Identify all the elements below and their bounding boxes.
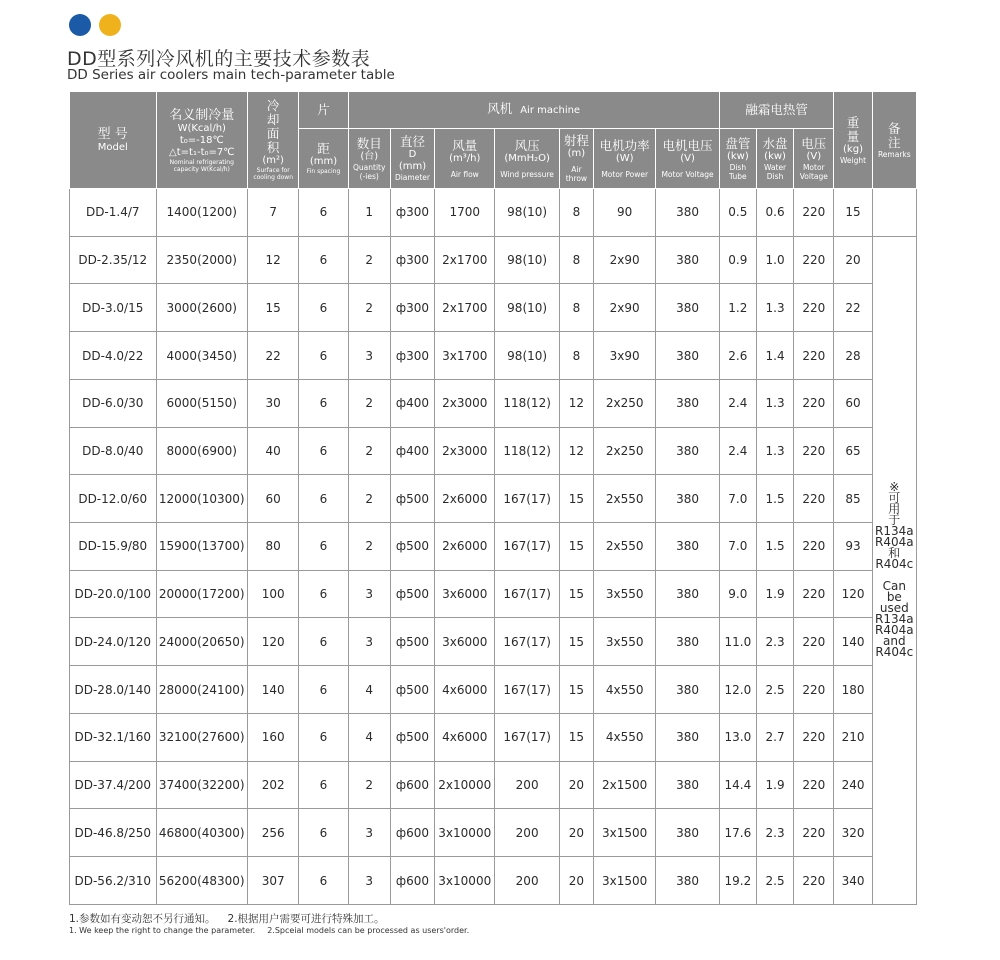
- cell-diameter: ф500: [390, 666, 434, 714]
- cell-model: DD-56.2/310: [70, 857, 157, 905]
- cell-model: DD-6.0/30: [70, 379, 157, 427]
- remarks-line: 用: [888, 502, 901, 517]
- yellow-dot-icon: [99, 14, 121, 36]
- header-defrost-voltage: 电压 (V) Motor Voltage: [794, 129, 834, 189]
- cell-surface: 30: [248, 379, 299, 427]
- cell-pressure: 118(12): [495, 427, 559, 475]
- cell-quantity: 2: [348, 236, 390, 284]
- cell-surface: 160: [248, 713, 299, 761]
- cell-surface: 100: [248, 570, 299, 618]
- cell-model: DD-37.4/200: [70, 761, 157, 809]
- air-machine-label: 风机 Air machine: [487, 101, 581, 116]
- cell-surface: 22: [248, 332, 299, 380]
- cell-weight: 93: [834, 523, 872, 571]
- cell-model: DD-15.9/80: [70, 523, 157, 571]
- cell-throw: 8: [559, 284, 593, 332]
- cell-surface: 80: [248, 523, 299, 571]
- cell-dish-tube: 14.4: [719, 761, 756, 809]
- remarks-line: R134a: [875, 524, 914, 539]
- cell-model: DD-28.0/140: [70, 666, 157, 714]
- cell-throw: 15: [559, 570, 593, 618]
- table-row: [70, 427, 917, 475]
- cell-defrost-voltage: 220: [794, 761, 834, 809]
- cell-weight: 60: [834, 379, 872, 427]
- cell-capacity: 24000(20650): [156, 618, 248, 666]
- cell-diameter: ф300: [390, 189, 434, 237]
- cell-dish-tube: 2.4: [719, 427, 756, 475]
- cell-voltage: 380: [656, 332, 719, 380]
- remarks-line: R404a: [875, 535, 914, 550]
- remarks-line: 和: [888, 546, 901, 561]
- cell-voltage: 380: [656, 427, 719, 475]
- header-capacity: 名义制冷量 W(Kcal/h) t₀=-18℃ △t=t₁-t₀=7℃ Nominal refrigerating capacity W(Kcal/h): [156, 92, 248, 189]
- cell-water-dish: 1.9: [756, 570, 793, 618]
- cell-diameter: ф500: [390, 713, 434, 761]
- cell-pressure: 200: [495, 809, 559, 857]
- cell-weight: 180: [834, 666, 872, 714]
- cell-diameter: ф300: [390, 332, 434, 380]
- cell-weight: 340: [834, 857, 872, 905]
- cell-defrost-voltage: 220: [794, 713, 834, 761]
- cell-defrost-voltage: 220: [794, 666, 834, 714]
- cell-dish-tube: 0.9: [719, 236, 756, 284]
- table-row: [70, 857, 917, 905]
- cell-defrost-voltage: 220: [794, 618, 834, 666]
- cell-diameter: ф500: [390, 523, 434, 571]
- cell-capacity: 3000(2600): [156, 284, 248, 332]
- cell-surface: 7: [248, 189, 299, 237]
- header-surface: 冷 却 面 积 (m²) Surface for cooling down: [248, 92, 299, 189]
- cell-dish-tube: 17.6: [719, 809, 756, 857]
- cell-water-dish: 2.7: [756, 713, 793, 761]
- cell-dish-tube: 19.2: [719, 857, 756, 905]
- cell-quantity: 3: [348, 570, 390, 618]
- cell-diameter: ф300: [390, 236, 434, 284]
- cell-airflow: 4x6000: [435, 713, 495, 761]
- cell-power: 3x1500: [594, 857, 656, 905]
- cell-airflow: 3x6000: [435, 570, 495, 618]
- cell-defrost-voltage: 220: [794, 379, 834, 427]
- cell-surface: 15: [248, 284, 299, 332]
- cell-capacity: 32100(27600): [156, 713, 248, 761]
- cell-power: 3x550: [594, 570, 656, 618]
- cell-capacity: 8000(6900): [156, 427, 248, 475]
- cell-throw: 15: [559, 713, 593, 761]
- cell-voltage: 380: [656, 713, 719, 761]
- cell-pressure: 98(10): [495, 189, 559, 237]
- cell-weight: 28: [834, 332, 872, 380]
- cell-pressure: 200: [495, 857, 559, 905]
- footnotes: [69, 913, 481, 936]
- cell-water-dish: 1.0: [756, 236, 793, 284]
- cell-capacity: 56200(48300): [156, 857, 248, 905]
- cell-weight: 65: [834, 427, 872, 475]
- cell-throw: 8: [559, 332, 593, 380]
- cell-fin-spacing: 6: [299, 427, 348, 475]
- cell-weight: 15: [834, 189, 872, 237]
- cell-diameter: ф600: [390, 761, 434, 809]
- table-row: [70, 809, 917, 857]
- cell-throw: 15: [559, 475, 593, 523]
- remarks-line: ※: [889, 480, 900, 495]
- cell-pressure: 167(17): [495, 666, 559, 714]
- cell-remarks-empty: [872, 189, 916, 237]
- cell-airflow: 2x3000: [435, 379, 495, 427]
- cell-diameter: ф500: [390, 618, 434, 666]
- cell-airflow: 2x1700: [435, 236, 495, 284]
- footnote-en: 1. We keep the right to change the parameter. 2.Spceial models can be processed as users'order.: [69, 926, 470, 935]
- cell-fin-spacing: 6: [299, 332, 348, 380]
- cell-voltage: 380: [656, 189, 719, 237]
- cell-water-dish: 1.3: [756, 284, 793, 332]
- cell-diameter: ф300: [390, 284, 434, 332]
- cell-airflow: 3x6000: [435, 618, 495, 666]
- cell-throw: 15: [559, 618, 593, 666]
- cell-airflow: 3x10000: [435, 857, 495, 905]
- cell-quantity: 3: [348, 332, 390, 380]
- cell-quantity: 3: [348, 809, 390, 857]
- header-voltage: 电机电压 (V) Motor Voltage: [656, 129, 719, 189]
- cell-power: 90: [594, 189, 656, 237]
- cell-weight: 20: [834, 236, 872, 284]
- cell-defrost-voltage: 220: [794, 475, 834, 523]
- cell-power: 3x550: [594, 618, 656, 666]
- header-throw: 射程 (m) Air throw: [559, 129, 593, 189]
- cell-defrost-voltage: 220: [794, 427, 834, 475]
- cell-defrost-voltage: 220: [794, 236, 834, 284]
- cell-defrost-voltage: 220: [794, 570, 834, 618]
- cell-diameter: ф400: [390, 427, 434, 475]
- cell-water-dish: 1.9: [756, 761, 793, 809]
- cell-pressure: 167(17): [495, 475, 559, 523]
- cell-dish-tube: 0.5: [719, 189, 756, 237]
- cell-dish-tube: 11.0: [719, 618, 756, 666]
- cell-airflow: 2x3000: [435, 427, 495, 475]
- cell-power: 2x1500: [594, 761, 656, 809]
- cell-surface: 307: [248, 857, 299, 905]
- cell-power: 4x550: [594, 713, 656, 761]
- cell-fin-spacing: 6: [299, 618, 348, 666]
- header-row-1: [70, 92, 917, 129]
- cell-diameter: ф500: [390, 475, 434, 523]
- header-defrost: 融霜电热管: [719, 92, 834, 129]
- cell-quantity: 2: [348, 427, 390, 475]
- cell-water-dish: 1.3: [756, 427, 793, 475]
- cell-surface: 12: [248, 236, 299, 284]
- remarks-line: R404c: [875, 645, 914, 660]
- cell-dish-tube: 1.2: [719, 284, 756, 332]
- cell-dish-tube: 7.0: [719, 523, 756, 571]
- cell-defrost-voltage: 220: [794, 857, 834, 905]
- cell-voltage: 380: [656, 857, 719, 905]
- cell-capacity: 15900(13700): [156, 523, 248, 571]
- cell-airflow: 2x6000: [435, 475, 495, 523]
- table-row: [70, 475, 917, 523]
- cell-voltage: 380: [656, 666, 719, 714]
- cell-throw: 15: [559, 666, 593, 714]
- cell-water-dish: 1.4: [756, 332, 793, 380]
- cell-weight: 22: [834, 284, 872, 332]
- header-weight: 重 量 (kg) Weight: [834, 92, 872, 189]
- cell-dish-tube: 2.4: [719, 379, 756, 427]
- cell-model: DD-46.8/250: [70, 809, 157, 857]
- cell-surface: 140: [248, 666, 299, 714]
- cell-dish-tube: 12.0: [719, 666, 756, 714]
- header-fin-top: 片: [299, 92, 348, 129]
- table-row: [70, 713, 917, 761]
- cell-quantity: 1: [348, 189, 390, 237]
- cell-quantity: 3: [348, 618, 390, 666]
- cell-model: DD-8.0/40: [70, 427, 157, 475]
- cell-quantity: 3: [348, 857, 390, 905]
- cell-quantity: 2: [348, 284, 390, 332]
- cell-dish-tube: 13.0: [719, 713, 756, 761]
- cell-pressure: 98(10): [495, 332, 559, 380]
- header-airflow: 风量 (m³/h) Air flow: [435, 129, 495, 189]
- table-row: [70, 570, 917, 618]
- cell-surface: 202: [248, 761, 299, 809]
- cell-fin-spacing: 6: [299, 666, 348, 714]
- remarks-line: 可: [888, 491, 901, 506]
- cell-power: 2x550: [594, 475, 656, 523]
- cell-airflow: 2x6000: [435, 523, 495, 571]
- cell-surface: 120: [248, 618, 299, 666]
- cell-airflow: 1700: [435, 189, 495, 237]
- cell-defrost-voltage: 220: [794, 332, 834, 380]
- cell-weight: 320: [834, 809, 872, 857]
- cell-defrost-voltage: 220: [794, 809, 834, 857]
- cell-diameter: ф600: [390, 809, 434, 857]
- cell-model: DD-20.0/100: [70, 570, 157, 618]
- header-pressure: 风压 (MmH₂O) Wind pressure: [495, 129, 559, 189]
- cell-quantity: 2: [348, 761, 390, 809]
- cell-water-dish: 0.6: [756, 189, 793, 237]
- cell-water-dish: 1.3: [756, 379, 793, 427]
- table-row: [70, 284, 917, 332]
- cell-dish-tube: 2.6: [719, 332, 756, 380]
- cell-model: DD-2.35/12: [70, 236, 157, 284]
- cell-weight: 140: [834, 618, 872, 666]
- cell-capacity: 28000(24100): [156, 666, 248, 714]
- cell-pressure: 167(17): [495, 570, 559, 618]
- cell-voltage: 380: [656, 809, 719, 857]
- footnote-cn: 1.参数如有变动恕不另行通知。 2.根据用户需要可进行特殊加工。: [69, 913, 385, 925]
- cell-voltage: 380: [656, 570, 719, 618]
- cell-model: DD-24.0/120: [70, 618, 157, 666]
- cell-fin-spacing: 6: [299, 570, 348, 618]
- spec-table: [69, 91, 917, 905]
- table-row: [70, 618, 917, 666]
- cell-weight: 85: [834, 475, 872, 523]
- remarks-line: used: [879, 601, 909, 616]
- remarks-line: R134a: [875, 612, 914, 627]
- cell-airflow: 4x6000: [435, 666, 495, 714]
- page-subtitle: DD Series air coolers main tech-parameter table: [67, 67, 395, 83]
- remarks-line: R404a: [875, 623, 914, 638]
- cell-pressure: 167(17): [495, 618, 559, 666]
- cell-power: 2x250: [594, 379, 656, 427]
- cell-weight: 210: [834, 713, 872, 761]
- header-model: 型 号 Model: [70, 92, 157, 189]
- cell-pressure: 98(10): [495, 284, 559, 332]
- cell-diameter: ф600: [390, 857, 434, 905]
- cell-voltage: 380: [656, 284, 719, 332]
- cell-pressure: 167(17): [495, 713, 559, 761]
- cell-throw: 15: [559, 523, 593, 571]
- cell-voltage: 380: [656, 475, 719, 523]
- header-remarks: 备 注 Remarks: [872, 92, 916, 189]
- cell-surface: 40: [248, 427, 299, 475]
- cell-fin-spacing: 6: [299, 379, 348, 427]
- table-row: [70, 332, 917, 380]
- cell-power: 2x550: [594, 523, 656, 571]
- cell-fin-spacing: 6: [299, 236, 348, 284]
- cell-dish-tube: 7.0: [719, 475, 756, 523]
- cell-power: 3x90: [594, 332, 656, 380]
- cell-voltage: 380: [656, 523, 719, 571]
- cell-pressure: 200: [495, 761, 559, 809]
- page-title: DD型系列冷风机的主要技术参数表: [67, 48, 371, 70]
- cell-capacity: 2350(2000): [156, 236, 248, 284]
- header-diameter: 直径 D (mm) Diameter: [390, 129, 434, 189]
- table-row: [70, 523, 917, 571]
- cell-weight: 240: [834, 761, 872, 809]
- cell-dish-tube: 9.0: [719, 570, 756, 618]
- remarks-line: R404c: [875, 557, 914, 572]
- cell-model: DD-3.0/15: [70, 284, 157, 332]
- cell-remarks: [872, 236, 916, 904]
- cell-weight: 120: [834, 570, 872, 618]
- cell-quantity: 4: [348, 666, 390, 714]
- cell-water-dish: 1.5: [756, 523, 793, 571]
- blue-dot-icon: [69, 14, 91, 36]
- cell-airflow: 2x1700: [435, 284, 495, 332]
- cell-quantity: 2: [348, 523, 390, 571]
- cell-fin-spacing: 6: [299, 523, 348, 571]
- header-power: 电机功率 (W) Motor Power: [594, 129, 656, 189]
- cell-throw: 8: [559, 236, 593, 284]
- cell-airflow: 3x10000: [435, 809, 495, 857]
- cell-surface: 60: [248, 475, 299, 523]
- cell-fin-spacing: 6: [299, 713, 348, 761]
- cell-water-dish: 2.5: [756, 857, 793, 905]
- cell-diameter: ф400: [390, 379, 434, 427]
- header-quantity: 数目 (台) Quantity (-ies): [348, 129, 390, 189]
- cell-capacity: 1400(1200): [156, 189, 248, 237]
- cell-power: 3x1500: [594, 809, 656, 857]
- cell-quantity: 4: [348, 713, 390, 761]
- cell-voltage: 380: [656, 618, 719, 666]
- cell-defrost-voltage: 220: [794, 284, 834, 332]
- cell-water-dish: 1.5: [756, 475, 793, 523]
- cell-fin-spacing: 6: [299, 475, 348, 523]
- table-row: [70, 189, 917, 237]
- cell-quantity: 2: [348, 475, 390, 523]
- cell-throw: 20: [559, 809, 593, 857]
- cell-power: 2x250: [594, 427, 656, 475]
- cell-capacity: 20000(17200): [156, 570, 248, 618]
- cell-voltage: 380: [656, 379, 719, 427]
- cell-surface: 256: [248, 809, 299, 857]
- cell-fin-spacing: 6: [299, 189, 348, 237]
- cell-voltage: 380: [656, 236, 719, 284]
- remarks-line: be: [886, 590, 902, 605]
- cell-pressure: 118(12): [495, 379, 559, 427]
- cell-throw: 12: [559, 379, 593, 427]
- cell-throw: 12: [559, 427, 593, 475]
- cell-water-dish: 2.3: [756, 618, 793, 666]
- cell-fin-spacing: 6: [299, 284, 348, 332]
- cell-capacity: 12000(10300): [156, 475, 248, 523]
- cell-voltage: 380: [656, 761, 719, 809]
- remarks-line: and: [883, 634, 906, 649]
- table-row: [70, 761, 917, 809]
- cell-capacity: 46800(40300): [156, 809, 248, 857]
- cell-model: DD-32.1/160: [70, 713, 157, 761]
- table-row: [70, 666, 917, 714]
- cell-throw: 20: [559, 857, 593, 905]
- header-dish-tube: 盘管 (kw) Dish Tube: [719, 129, 756, 189]
- cell-fin-spacing: 6: [299, 761, 348, 809]
- cell-capacity: 37400(32200): [156, 761, 248, 809]
- header-air-machine: [348, 92, 719, 129]
- cell-model: DD-12.0/60: [70, 475, 157, 523]
- cell-capacity: 4000(3450): [156, 332, 248, 380]
- cell-pressure: 98(10): [495, 236, 559, 284]
- table-row: [70, 379, 917, 427]
- header-water-dish: 水盘 (kw) Water Dish: [756, 129, 793, 189]
- cell-throw: 8: [559, 189, 593, 237]
- cell-model: DD-1.4/7: [70, 189, 157, 237]
- cell-defrost-voltage: 220: [794, 189, 834, 237]
- cell-fin-spacing: 6: [299, 809, 348, 857]
- cell-airflow: 3x1700: [435, 332, 495, 380]
- cell-water-dish: 2.5: [756, 666, 793, 714]
- cell-capacity: 6000(5150): [156, 379, 248, 427]
- cell-pressure: 167(17): [495, 523, 559, 571]
- table-row: [70, 236, 917, 284]
- cell-fin-spacing: 6: [299, 857, 348, 905]
- cell-model: DD-4.0/22: [70, 332, 157, 380]
- cell-power: 4x550: [594, 666, 656, 714]
- remarks-line: 于: [888, 513, 901, 528]
- header-fin: 距 (mm) Fin spacing: [299, 129, 348, 189]
- cell-throw: 20: [559, 761, 593, 809]
- cell-defrost-voltage: 220: [794, 523, 834, 571]
- cell-airflow: 2x10000: [435, 761, 495, 809]
- cell-power: 2x90: [594, 284, 656, 332]
- cell-power: 2x90: [594, 236, 656, 284]
- remarks-line: Can: [882, 579, 906, 594]
- cell-quantity: 2: [348, 379, 390, 427]
- cell-diameter: ф500: [390, 570, 434, 618]
- cell-water-dish: 2.3: [756, 809, 793, 857]
